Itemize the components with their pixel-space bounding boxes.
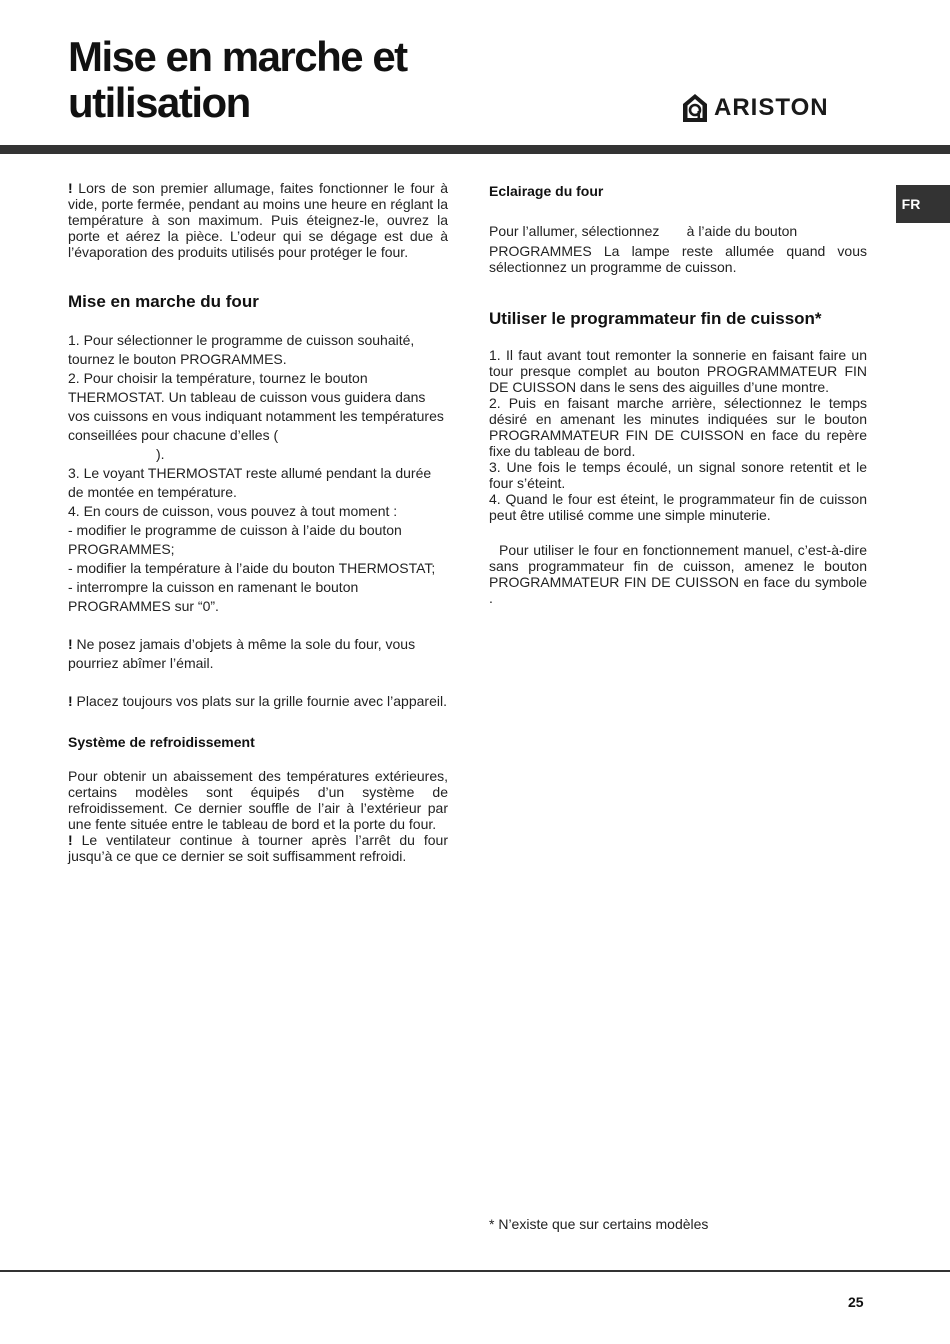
language-tab: FR bbox=[896, 185, 950, 223]
ariston-house-icon bbox=[682, 93, 708, 123]
cooling-note bbox=[68, 832, 448, 864]
startup-step: 2. Pour choisir la température, tournez le bouton THERMOSTAT. Un tableau de cuisson vous guidera dans vos cuissons en vous indiquant notamment les températures conseillées pour chacune d’elles ( bbox=[68, 370, 444, 443]
startup-step: - interrompre la cuisson en ramenant le bouton PROGRAMMES sur “0”. bbox=[68, 579, 359, 614]
intro-text: Lors de son premier allumage, faites fonctionner le four à vide, porte fermée, pendant au moins une heure en réglant la température à son maximum. Puis éteignez-le, ouvrez la porte et aérez la pièce. L’odeur qui se dégage est due à l’évaporation des produits utilisés pour protéger le four. bbox=[68, 180, 448, 260]
startup-step: 4. En cours de cuisson, vous pouvez à tout moment : bbox=[68, 503, 398, 519]
page-number: 25 bbox=[848, 1294, 864, 1310]
startup-step: - modifier le programme de cuisson à l’aide du bouton PROGRAMMES; bbox=[68, 522, 402, 557]
warning-enamel-text: Ne posez jamais d’objets à même la sole du four, vous pourriez abîmer l’émail. bbox=[68, 636, 416, 671]
right-column bbox=[489, 182, 867, 606]
startup-step: ). bbox=[156, 446, 165, 462]
startup-steps bbox=[68, 331, 448, 616]
left-column bbox=[68, 180, 448, 864]
timer-step: 3. Une fois le temps écoulé, un signal sonore retentit et le four s’éteint. bbox=[489, 459, 867, 491]
lighting-line-1: Pour l’allumer, sélectionnez à l’aide du bouton bbox=[489, 223, 798, 239]
warning-mark: ! bbox=[68, 636, 73, 652]
section-heading-timer: Utiliser le programmateur fin de cuisson* bbox=[489, 309, 822, 328]
timer-step: 1. Il faut avant tout remonter la sonnerie en faisant faire un tour presque complet au bouton PROGRAMMATEUR FIN DE CUISSON dans le sens des aiguilles d’une montre. bbox=[489, 347, 867, 395]
startup-step: - modifier la température à l’aide du bouton THERMOSTAT; bbox=[68, 560, 436, 576]
warning-mark: ! bbox=[68, 180, 73, 196]
brand-wordmark: ARISTON bbox=[714, 94, 829, 121]
timer-step: 2. Puis en faisant marche arrière, sélectionnez le temps désiré en amenant les minutes indiquées sur le bouton PROGRAMMATEUR FIN DE CUISSON en face du repère fixe du tableau de bord. bbox=[489, 395, 867, 459]
intro-paragraph bbox=[68, 180, 448, 260]
warning-mark: ! bbox=[68, 832, 73, 848]
startup-step: 3. Le voyant THERMOSTAT reste allumé pendant la durée de montée en température. bbox=[68, 465, 432, 500]
title-line-1: Mise en marche et bbox=[68, 33, 407, 80]
manual-mode-paragraph: Pour utiliser le four en fonctionnement manuel, c’est-à-dire sans programmateur fin de cuisson, amenez le bouton PROGRAMMATEUR FIN DE CUISSON en face du symbole . bbox=[489, 542, 867, 606]
startup-step: 1. Pour sélectionner le programme de cuisson souhaité, tournez le bouton PROGRAMMES. bbox=[68, 332, 415, 367]
lighting-line-2: PROGRAMMES La lampe reste allumée quand vous sélectionnez un programme de cuisson. bbox=[489, 243, 867, 275]
section-heading-startup: Mise en marche du four bbox=[68, 292, 259, 311]
cooling-note-text: Le ventilateur continue à tourner après l’arrêt du four jusqu’à ce que ce dernier se soit suffisamment refroidi. bbox=[68, 832, 448, 864]
title-line-2: utilisation bbox=[68, 79, 250, 126]
header-divider bbox=[0, 145, 950, 154]
footer-divider bbox=[0, 1270, 950, 1272]
footnote: * N’existe que sur certains modèles bbox=[489, 1216, 709, 1232]
warning-grid bbox=[68, 692, 448, 711]
warning-enamel bbox=[68, 635, 448, 673]
cooling-paragraph: Pour obtenir un abaissement des températures extérieures, certains modèles sont équipés d’un système de refroidissement. Ce dernier souffle de l’air à l’extérieur par une fente située entre le tableau de bord et la porte du four. bbox=[68, 768, 448, 832]
timer-step: 4. Quand le four est éteint, le programmateur fin de cuisson peut être utilisé comme une simple minuterie. bbox=[489, 491, 867, 523]
section-heading-cooling: Système de refroidissement bbox=[68, 734, 255, 750]
warning-grid-text: Placez toujours vos plats sur la grille fournie avec l’appareil. bbox=[72, 693, 447, 709]
page-title bbox=[68, 34, 588, 126]
section-heading-lighting: Eclairage du four bbox=[489, 183, 604, 199]
brand-logo bbox=[682, 92, 829, 124]
warning-mark: ! bbox=[68, 693, 73, 709]
timer-steps bbox=[489, 347, 867, 523]
